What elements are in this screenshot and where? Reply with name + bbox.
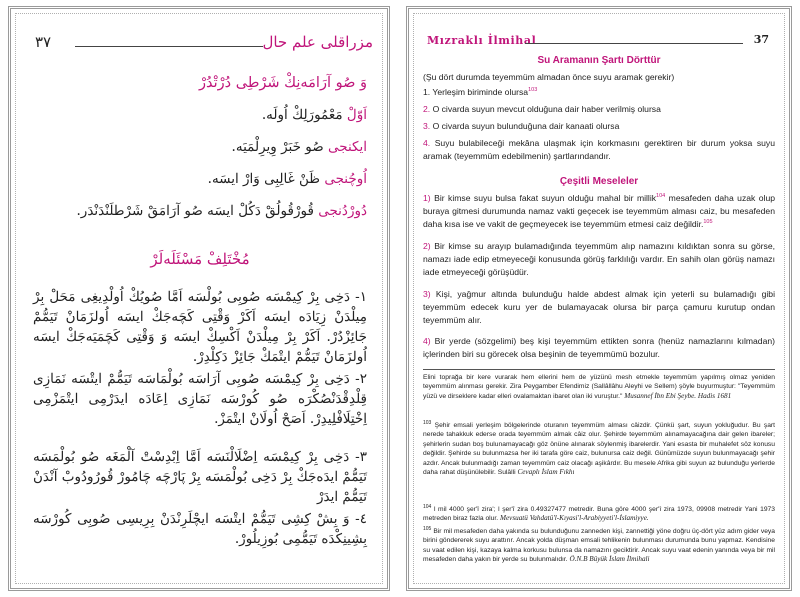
list-item: [423, 137, 775, 163]
footnote-source: Ö.N.B Büyük İslam İlmihali: [569, 555, 650, 564]
footnote-105: [423, 527, 775, 565]
item-text: Suyu bulabileceği mekâna ulaşmak için korkmasını gerektiren bir durum yoksa suyu aramak (teyemmüm edebilmenin) şartlarındandır.: [423, 138, 775, 162]
header-rule: [75, 46, 263, 47]
footnote-ref: 105: [703, 219, 713, 226]
mesele-text: Kişi, yağmur altında bulunduğu halde abdest almak için yeterli su bulamadığı gibi teyemmüm edecek kuru yer de bulamayacak olursa bir parça çamuru kurutup ondan teyemmüm alır.: [423, 289, 775, 326]
right-header-title: Mızraklı İlmihal: [427, 34, 537, 47]
right-page-header: [427, 33, 769, 51]
item-text: Yerleşim biriminde olursa: [432, 87, 529, 97]
mesele-number: 4): [423, 336, 431, 346]
condition-text: صُو خَبَرْ وِيرِلْمَيَه.: [231, 139, 324, 155]
section-title-su-arama: Su Aramanın Şartı Dörttür: [537, 55, 661, 66]
condition-text: ظَنْ غَالِبِى وَارْ ايسَه.: [207, 171, 321, 187]
mesele-text: Bir yerde (sözgelimi) beş kişi teyemmüm ettikten sonra (henüz namazlarını kılmadan) içlerinden biri su görecek olsa beşinin de teyemmümü bozulur.: [423, 336, 776, 360]
left-page-header: [35, 33, 373, 55]
footnote-number: 104: [423, 503, 432, 510]
paragraph-4: ٤- وَ بِشْ كِشِى تَيَمُّمْ ايتْسَه ايچْلَرِنْدَنْ بِرِيسِى صُوبِى كُورْسَه بِشِينِكْدَه تَيَمُّمِى بُوزِيلُورْ.: [33, 511, 367, 547]
list-item: [423, 86, 775, 99]
right-page: [406, 6, 792, 591]
section-heading: مُخْتَلِفْ مَسْئَلَەلَرْ: [150, 250, 250, 268]
mesele-3: [423, 288, 775, 328]
condition-1: [33, 105, 367, 125]
footnote-source: Cevaplı İslam Fıkhı: [517, 468, 575, 477]
condition-lead: ايكنجى: [327, 139, 367, 155]
mesele-1: [423, 192, 775, 232]
footnote-104: [423, 505, 775, 524]
footnote-source: Musannef İbn Ebi Şeybe. Hadis 1681: [624, 391, 732, 400]
footnote-103: [423, 421, 775, 477]
mesele-number: 2): [423, 241, 431, 251]
footnote-text: Bir mil mesafeden daha yakında su bulunduğunu zanneden kişi, zannettiği yöne doğru üç-dört yüz adım gider veya birini göndererek suyu arattırır. Ancak yolda düşman emsali tehlikenin bulunması durumunda bunu yapmaz. Kendisine su vaat edilen kişi, kazaya kalma korkusu bulunsa da namazını geciktirir. Ancak suyu vaat edenin yanında veya bir mil mesafeden daha yakın bir yerde su bulunmalıdır.: [423, 528, 775, 564]
item-number: 3.: [423, 121, 431, 131]
footnote-ref: 104: [656, 193, 666, 200]
footnote-text: l mil 4000 şer'î zira'; l şer'î zira 0.49327477 metredir. Buna göre 4000 şer'î zira 1973, 09908 metredir Yani 1973 metreden biraz fazla olur.: [423, 506, 775, 523]
condition-4: [33, 201, 367, 221]
condition-lead: اُوچُنجى: [324, 171, 367, 187]
mesele-2: [423, 240, 775, 280]
list-item: [423, 103, 775, 116]
left-page-number: ٣٧: [35, 33, 52, 51]
right-page-number: 37: [753, 33, 769, 46]
footnote-number: 105: [423, 525, 432, 532]
intro-text: (Şu dört durumda teyemmüm almadan önce suyu aramak gerekir): [423, 72, 675, 82]
item-number: 4.: [423, 138, 431, 148]
paragraph-2: ٢- دَخِى بِرْ كِيمْسَه صُوبِى آرَاسَه بُولْمَاسَه تَيَمُّمْ ايتْسَه نَمَازِى قِلْدِقْدَنْصُكْرَه صُو كُورْسَه نَمَازِى اِعَادَه ايدَرْمِى ايتْمَزْمِى اِخْتِلَافْلِيدِرْ. اَصَحْ اُولَانْ ايتْمَزْ.: [33, 371, 367, 427]
item-text: O civarda suyun bulunduğuna dair kanaati olursa: [432, 121, 620, 131]
left-page: [8, 6, 390, 591]
item-number: 1.: [423, 87, 431, 97]
condition-lead: اَوّلْ: [346, 107, 367, 123]
footnote-ref: 103: [528, 87, 538, 94]
left-header-title: مزراقلى علم حال: [262, 33, 373, 51]
paragraph-3: ٣- دَخِى بِرْ كِيمْسَه اِضْلَالْنَسَه اَمَّا اِبْدِسْتْ آلْمَغَه صُو بُولْمَسَه تَيَمُّمْ ايدَەجَكْ بِرْ دَخِى بُولْمَسَه بِرْ پَارْچَه چَامُورْ قُورُودُوبْ آنْدَنْ تَيَمُّمْ ايدَرْ: [33, 449, 367, 505]
item-number: 2.: [423, 104, 431, 114]
item-text: O civarda suyun mevcut olduğuna dair haber verilmiş olursa: [432, 104, 661, 114]
condition-2: [33, 137, 367, 157]
footnote-text: Elini toprağa bir kere vurarak hem ellerini hem de yüzünü mesh etmekle teyemmüm yapılmış olmaz yeniden teyemmüm alınması gerekir. Zira Peygamber Efendimiz (Sallâllâhu Aleyhi ve Sellem) şöyle buyurmuştur: "Teyemmüm yüzü ve dirseklere kadar elleri ovalamaktan ibaret olan iki vuruştur.": [423, 374, 775, 400]
condition-text: مَعْمُورَلِكْ اُولَه.: [261, 107, 343, 123]
mesele-text: Bir kimse su arayıp bulamadığında teyemmüm alıp namazını kıldıktan sonra su görse, namazı iade edip etmeyeceği konusunda görüş farklılığı vardır. En sahih olan görüş namazı iade etmeyeceği görüşüdür.: [423, 241, 775, 278]
condition-text: قُورْقُولُقْ دَكُلْ ايسَه صُو آرَامَقْ شَرْطلَنْدَنْدَر.: [76, 203, 314, 219]
condition-lead: دُورْدُنجى: [318, 203, 367, 219]
header-rule: [525, 43, 743, 44]
mesele-4: [423, 335, 775, 361]
section-title-meseleler: Çeşitli Meseleler: [559, 176, 639, 187]
mesele-text: Bir kimse suyu bulsa fakat suyun olduğu mahal bir millik: [434, 193, 657, 203]
mesele-text: mesafeden daha uzak olup buraya gitmesi durumunda namaz vakti geçecek ise teyemmüm alması caiz, bu mesafeden daha kısa ise ve vakit de geçmeyecek ise teyemmüm etmesi caiz değildir.: [423, 193, 776, 230]
verse-title: وَ صُو آرَامَەنِكْ شَرْطِى دُرْتْدُرْ: [199, 75, 367, 91]
footnote-source: Mevsuatü Vahdatü'l-Kıyasi'l-Arabiyyeti'l-İslamiyye.: [499, 514, 649, 523]
paragraph-1: ١- دَخِى بِرْ كِيمْسَه صُوبِى بُولْسَه اَمَّا صُويُكْ اُولْدِيغِى مَحَلْ بِرْ مِيلْدَنْ زِيَادَه ايسَه اَكَرْ وَقْتِى كَچَەجَكْ ايسَه اُولزَمَانْ تَيَمُّمْ جَائِزْدُرْ. اَكَرْ بِرْ مِيلْدَنْ اَكْسِكْ ايسَه وَ وَقْتِى كَچَمَيَەجَكْ ايسَه اُولزَمَانْ تَيَمُّمْ ايتْمَكْ جَائِزْ دَكِلْدِرْ.: [33, 289, 367, 365]
footnote-text: Şehir emsali yerleşim bölgelerinde oturanın teyemmüm alması câizdir. Çünkü şart, suyun yokluğudur. Bu şart nerede tahakkuk ederse orada teyemmüm almak câiz olur. Şehirde teyemmüm alınamayacağına dair gelen ibareler; şehirlerin sudan boş bulunamayacağı göz önüne alınarak söylenmiş ibarelerdir. Yani esasta bir muhalefet söz konusu değildir. Şehirde su bulunmazsa her iki tarafa göre caiz, bulunursa caiz değil. Günümüzde suyun bulunmayacağı şehir azdır. Ancak bulunmadığı zaman teyemmüm caiz olacağı aşikârdır. Bu mesele Afrika gibi suyun az bulunduğu yerlerde daha rahat düşünülebilir. Sulâlli: [423, 422, 776, 477]
footnote-number: 103: [423, 419, 432, 426]
mesele-number: 1): [423, 193, 431, 203]
mesele-number: 3): [423, 289, 431, 299]
list-item: [423, 120, 775, 133]
footnote-divider: [423, 369, 775, 370]
footnote-0: [423, 373, 775, 401]
condition-3: [33, 169, 367, 189]
